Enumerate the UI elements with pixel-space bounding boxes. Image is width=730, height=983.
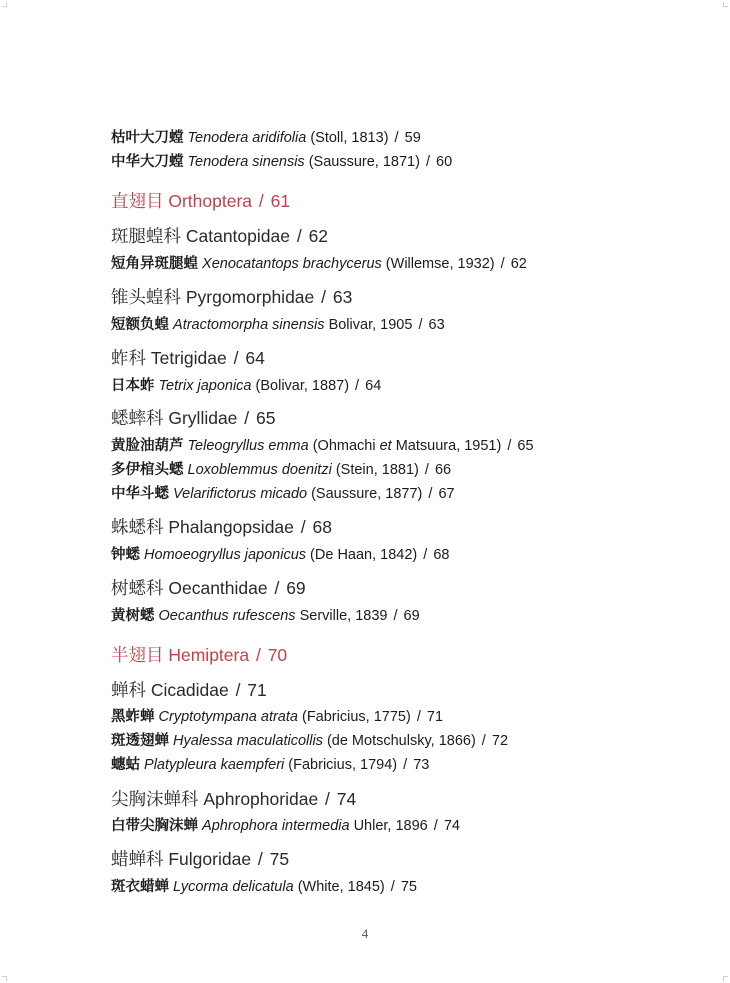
page-ref: 72 — [491, 733, 509, 749]
toc-family-heading[interactable] — [111, 223, 328, 248]
species-authority: Serville, 1839 — [295, 608, 388, 624]
page-ref: 65 — [517, 438, 534, 454]
species-scientific-name: Teleogryllus emma — [187, 438, 309, 454]
family-chinese-name: 尖胸沫蝉科 — [111, 789, 199, 809]
separator: / — [414, 317, 427, 333]
species-chinese-name: 斑衣蜡蝉 — [111, 879, 169, 895]
species-authority: (Fabricius, 1794) — [284, 757, 398, 773]
page-ref: 74 — [336, 789, 357, 809]
species-authority: Uhler, 1896 — [349, 818, 428, 834]
species-chinese-name: 短角异斑腿蝗 — [111, 256, 198, 272]
species-authority: Bolivar, 1905 — [324, 317, 413, 333]
crop-mark — [723, 976, 728, 981]
species-chinese-name: 多伊棺头蟋 — [111, 462, 184, 478]
separator: / — [253, 849, 268, 869]
family-latin-name: Oecanthidae — [163, 578, 268, 598]
page-ref: 69 — [403, 608, 420, 624]
page-ref: 73 — [413, 757, 430, 773]
species-chinese-name: 中华斗蟋 — [111, 486, 169, 502]
species-authority: (Bolivar, 1887) — [251, 378, 350, 394]
toc-species-entry[interactable] — [111, 434, 534, 455]
page-ref: 62 — [308, 226, 329, 246]
species-authority: (de Motschulsky, 1866) — [322, 733, 476, 749]
page-ref: 64 — [245, 348, 265, 368]
toc-family-heading[interactable] — [111, 786, 356, 811]
toc-species-entry[interactable] — [111, 313, 445, 334]
separator: / — [477, 733, 490, 749]
toc-species-entry[interactable] — [111, 543, 450, 564]
page-ref: 61 — [270, 191, 291, 211]
page-ref: 69 — [286, 578, 306, 598]
separator: / — [291, 226, 307, 246]
separator: / — [429, 818, 442, 834]
species-authority: (Fabricius, 1775) — [297, 709, 411, 725]
separator: / — [295, 517, 311, 537]
species-authority: (White, 1845) — [293, 879, 385, 895]
family-chinese-name: 蛛蟋科 — [111, 517, 164, 537]
species-chinese-name: 蟪蛄 — [111, 757, 140, 773]
species-scientific-name: Tetrix japonica — [158, 378, 252, 394]
toc-species-entry[interactable] — [111, 814, 460, 835]
family-chinese-name: 蜡蝉科 — [111, 849, 164, 869]
order-latin-name: Hemiptera — [163, 645, 250, 665]
species-scientific-name: Xenocatantops brachycerus — [202, 256, 382, 272]
separator: / — [230, 680, 246, 700]
species-chinese-name: 钟蟋 — [111, 547, 140, 563]
species-chinese-name: 白带尖胸沫蝉 — [111, 818, 198, 834]
separator: / — [424, 486, 437, 502]
toc-family-heading[interactable] — [111, 345, 265, 370]
family-latin-name: Gryllidae — [163, 408, 238, 428]
separator: / — [496, 256, 509, 272]
species-chinese-name: 短额负蝗 — [111, 317, 169, 333]
toc-species-entry[interactable] — [111, 150, 452, 171]
family-chinese-name: 斑腿蝗科 — [111, 226, 181, 246]
toc-species-entry[interactable] — [111, 753, 429, 774]
separator: / — [420, 462, 433, 478]
species-authority: (Saussure, 1871) — [304, 154, 420, 170]
toc-species-entry[interactable] — [111, 875, 417, 896]
separator: / — [390, 130, 403, 146]
page-number: 4 — [361, 926, 369, 941]
species-authority: (Stein, 1881) — [331, 462, 419, 478]
toc-species-entry[interactable] — [111, 126, 421, 147]
page-ref: 62 — [510, 256, 527, 272]
species-authority: (Ohmachi — [308, 438, 380, 454]
species-scientific-name: Lycorma delicatula — [173, 879, 294, 895]
page-ref: 65 — [256, 408, 276, 428]
separator: / — [421, 154, 435, 170]
family-latin-name: Catantopidae — [181, 226, 290, 246]
family-latin-name: Phalangopsidae — [163, 517, 294, 537]
toc-species-entry[interactable] — [111, 252, 527, 273]
page-ref: 70 — [267, 645, 288, 665]
crop-mark — [2, 976, 7, 981]
species-scientific-name: Atractomorpha sinensis — [173, 317, 325, 333]
toc-species-entry[interactable] — [111, 705, 443, 726]
species-scientific-name: Hyalessa maculaticollis — [173, 733, 323, 749]
family-latin-name: Cicadidae — [146, 680, 229, 700]
species-authority-italic: et — [379, 438, 392, 454]
separator: / — [239, 408, 255, 428]
toc-family-heading[interactable] — [111, 677, 267, 702]
species-scientific-name: Platypleura kaempferi — [144, 757, 285, 773]
separator: / — [251, 645, 266, 665]
family-latin-name: Pyrgomorphidae — [181, 287, 315, 307]
toc-order-heading[interactable] — [111, 642, 287, 667]
species-authority: Matsuura, 1951) — [391, 438, 502, 454]
family-chinese-name: 树蟋科 — [111, 578, 164, 598]
page-ref: 63 — [332, 287, 353, 307]
species-scientific-name: Tenodera aridifolia — [187, 130, 307, 146]
species-chinese-name: 日本蚱 — [111, 378, 155, 394]
species-scientific-name: Cryptotympana atrata — [158, 709, 298, 725]
species-scientific-name: Loxoblemmus doenitzi — [187, 462, 332, 478]
page-ref: 71 — [247, 680, 267, 700]
page-ref: 74 — [443, 818, 460, 834]
family-chinese-name: 蚱科 — [111, 348, 146, 368]
family-latin-name: Fulgoridae — [163, 849, 252, 869]
separator: / — [320, 789, 335, 809]
species-chinese-name: 黄树蟋 — [111, 608, 155, 624]
toc-family-heading[interactable] — [111, 575, 306, 600]
species-scientific-name: Aphrophora intermedia — [202, 818, 350, 834]
toc-family-heading[interactable] — [111, 405, 275, 430]
crop-mark — [2, 2, 7, 7]
separator: / — [386, 879, 399, 895]
toc-species-entry[interactable] — [111, 604, 420, 625]
crop-mark — [723, 2, 728, 7]
toc-species-entry[interactable] — [111, 458, 451, 479]
separator: / — [228, 348, 244, 368]
page-ref: 68 — [312, 517, 332, 537]
family-chinese-name: 锥头蝗科 — [111, 287, 181, 307]
page-ref: 59 — [404, 130, 421, 146]
toc-family-heading[interactable] — [111, 514, 332, 539]
species-chinese-name: 斑透翅蝉 — [111, 733, 169, 749]
species-scientific-name: Tenodera sinensis — [187, 154, 305, 170]
species-chinese-name: 枯叶大刀螳 — [111, 130, 184, 146]
separator: / — [269, 578, 285, 598]
toc-order-heading[interactable] — [111, 188, 290, 213]
separator: / — [412, 709, 425, 725]
order-chinese-name: 直翅目 — [111, 191, 164, 211]
page-ref: 66 — [434, 462, 452, 478]
toc-species-entry[interactable] — [111, 482, 455, 503]
page-ref: 75 — [269, 849, 290, 869]
family-chinese-name: 蝉科 — [111, 680, 146, 700]
species-authority: (Saussure, 1877) — [307, 486, 423, 502]
species-scientific-name: Homoeogryllus japonicus — [144, 547, 307, 563]
page-ref: 68 — [433, 547, 450, 563]
toc-species-entry[interactable] — [111, 729, 508, 750]
toc-family-heading[interactable] — [111, 284, 352, 309]
separator: / — [399, 757, 412, 773]
separator: / — [419, 547, 432, 563]
species-chinese-name: 黄脸油葫芦 — [111, 438, 184, 454]
order-latin-name: Orthoptera — [163, 191, 253, 211]
species-scientific-name: Velarifictorus micado — [173, 486, 308, 502]
species-authority: (De Haan, 1842) — [306, 547, 418, 563]
separator: / — [389, 608, 402, 624]
page-ref: 67 — [438, 486, 455, 502]
toc-family-heading[interactable] — [111, 846, 289, 871]
separator: / — [316, 287, 331, 307]
species-authority: (Stoll, 1813) — [306, 130, 389, 146]
page-ref: 60 — [436, 154, 453, 170]
separator: / — [351, 378, 364, 394]
toc-species-entry[interactable] — [111, 374, 381, 395]
family-latin-name: Aphrophoridae — [198, 789, 319, 809]
species-chinese-name: 中华大刀螳 — [111, 154, 184, 170]
family-latin-name: Tetrigidae — [146, 348, 227, 368]
page-ref: 75 — [400, 879, 417, 895]
species-chinese-name: 黑蚱蝉 — [111, 709, 155, 725]
separator: / — [503, 438, 516, 454]
order-chinese-name: 半翅目 — [111, 645, 164, 665]
page-ref: 63 — [428, 317, 445, 333]
separator: / — [254, 191, 269, 211]
family-chinese-name: 蟋蟀科 — [111, 408, 164, 428]
page-ref: 64 — [365, 378, 382, 394]
species-scientific-name: Oecanthus rufescens — [158, 608, 296, 624]
species-authority: (Willemse, 1932) — [381, 256, 495, 272]
page-ref: 71 — [426, 709, 444, 725]
